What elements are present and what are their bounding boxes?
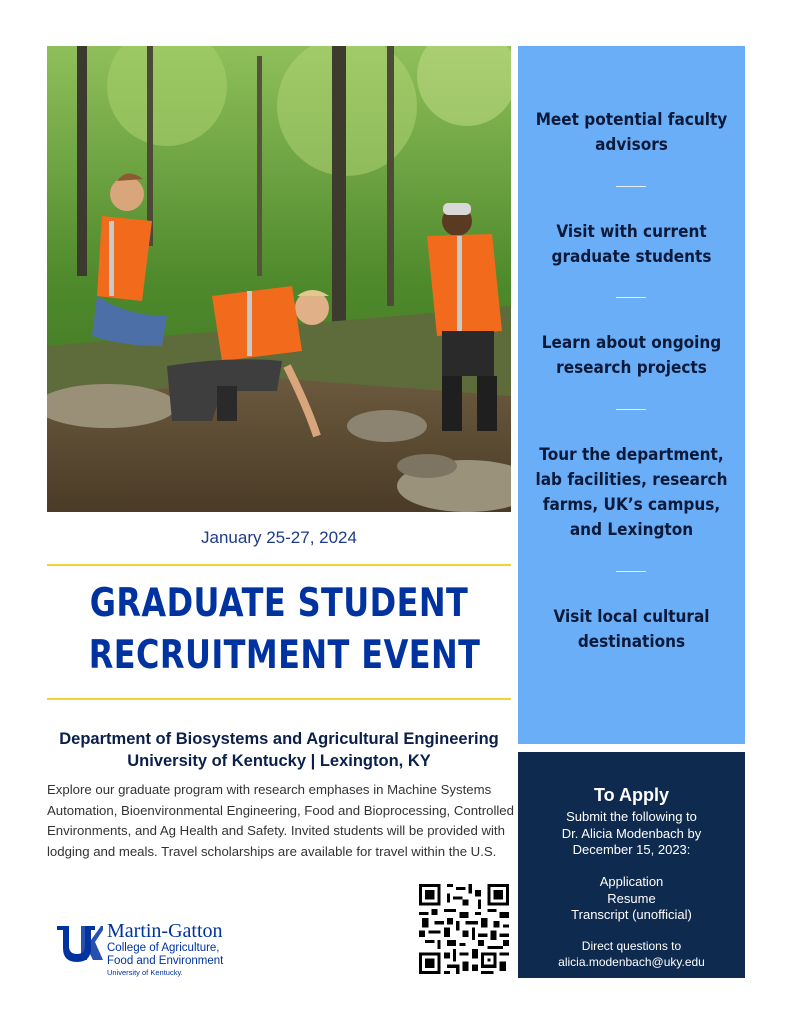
highlight-divider — [616, 571, 646, 572]
event-title — [88, 578, 481, 682]
logo-name: Martin-Gatton — [107, 920, 223, 942]
department-name: Department of Biosystems and Agricultural Engineering — [59, 730, 499, 748]
university-location: University of Kentucky | Lexington, KY — [127, 752, 431, 770]
highlight-faculty: Meet potential faculty advisors — [535, 110, 728, 155]
qr-code[interactable] — [419, 884, 509, 974]
program-description: Explore our graduate program with research emphases in Machine Systems Automation, Bioenvironmental Engineering, Food and Bioprocessing, Controlled Environments, and Ag Health and Safety. Invited students will be provided with lodging and meals. Travel scholarships are available for travel within the U.S. — [47, 782, 514, 859]
top-divider — [47, 564, 511, 566]
event-title-line2: RECRUITMENT EVENT — [88, 633, 481, 678]
bottom-divider — [47, 698, 511, 700]
highlight-divider — [616, 409, 646, 410]
college-logo — [55, 920, 285, 980]
field-research-photo — [47, 46, 511, 512]
contact-email[interactable]: alicia.modenbach@uky.edu — [558, 955, 705, 969]
event-date: January 25-27, 2024 — [201, 528, 357, 547]
highlight-divider — [616, 186, 646, 187]
apply-documents: Application Resume Transcript (unofficial) — [571, 874, 692, 922]
logo-college: College of Agriculture, Food and Environment — [107, 942, 224, 967]
apply-panel — [518, 752, 745, 978]
event-title-line1: GRADUATE STUDENT — [89, 581, 469, 626]
highlight-culture: Visit local cultural destinations — [553, 607, 710, 652]
questions-label: Direct questions to — [581, 939, 682, 953]
department-heading — [47, 728, 511, 772]
uk-logo-icon — [55, 924, 103, 964]
highlight-tour: Tour the department, lab facilities, research farms, UK’s campus, and Lexington — [535, 445, 728, 540]
highlight-divider — [616, 297, 646, 298]
highlight-research: Learn about ongoing research projects — [541, 333, 722, 378]
apply-heading: To Apply — [594, 785, 669, 805]
logo-university: University of Kentucky. — [107, 968, 183, 977]
highlight-students: Visit with current graduate students — [551, 222, 712, 267]
event-highlights-sidebar — [518, 46, 745, 744]
apply-instructions: Submit the following to Dr. Alicia Modenbach by December 15, 2023: — [561, 809, 702, 857]
